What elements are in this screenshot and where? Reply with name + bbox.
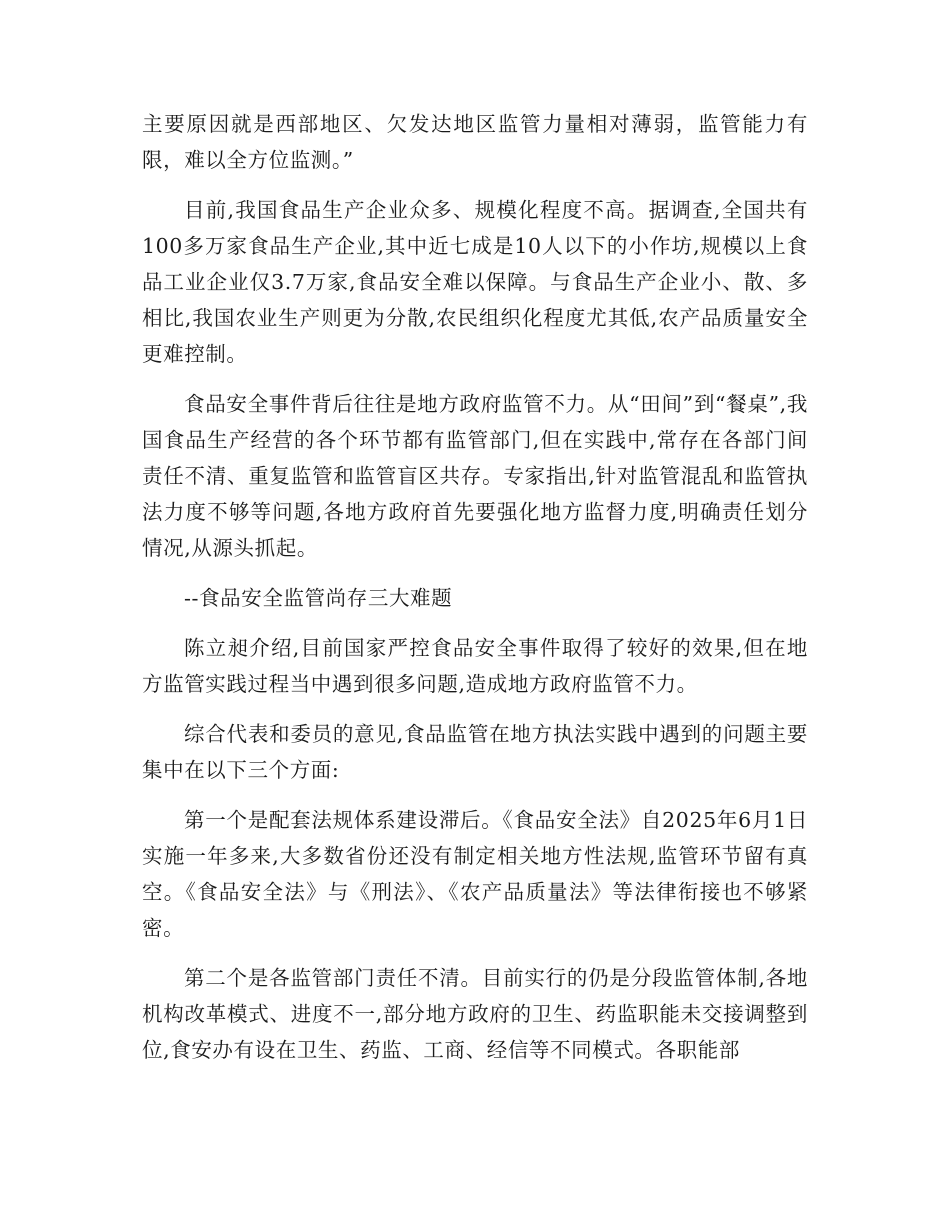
paragraph-three-aspects: 综合代表和委员的意见,食品监管在地方执法实践中遇到的问题主要集中在以下三个方面: xyxy=(142,722,808,782)
paragraph-chen-introduction: 陈立昶介绍,目前国家严控食品安全事件取得了较好的效果,但在地方监管实践过程当中遇到很多问题,造成地方政府监管不力。 xyxy=(142,636,808,696)
document-page xyxy=(142,106,808,1082)
paragraph-continuation: 主要原因就是西部地区、欠发达地区监管力量相对薄弱，监管能力有限，难以全方位监测。” xyxy=(142,112,808,172)
paragraph-second-problem: 第二个是各监管部门责任不清。目前实行的仍是分段监管体制,各地机构改革模式、进度不一,部分地方政府的卫生、药监职能未交接调整到位,食安办有设在卫生、药监、工商、经信等不同模式。各职能部 xyxy=(142,966,808,1062)
paragraph-food-enterprises: 目前,我国食品生产企业众多、规模化程度不高。据调查,全国共有100多万家食品生产企业,其中近七成是10人以下的小作坊,规模以上食品工业企业仅3.7万家,食品安全难以保障。与食品生产企业小、散、多相比,我国农业生产则更为分散,农民组织化程度尤其低,农产品质量安全更难控制。 xyxy=(142,198,808,366)
paragraph-supervision-failure: 食品安全事件背后往往是地方政府监管不力。从“田间”到“餐桌”,我国食品生产经营的各个环节都有监管部门,但在实践中,常存在各部门间责任不清、重复监管和监管盲区共存。专家指出,针对监管混乱和监管执法力度不够等问题,各地方政府首先要强化地方监督力度,明确责任划分情况,从源头抓起。 xyxy=(142,392,808,560)
section-heading: --食品安全监管尚存三大难题 xyxy=(184,586,453,610)
paragraph-first-problem: 第一个是配套法规体系建设滞后。《食品安全法》自2025年6月1日实施一年多来,大多数省份还没有制定相关地方性法规,监管环节留有真空。《食品安全法》与《刑法》、《农产品质量法》等法律衔接也不够紧密。 xyxy=(142,808,808,940)
